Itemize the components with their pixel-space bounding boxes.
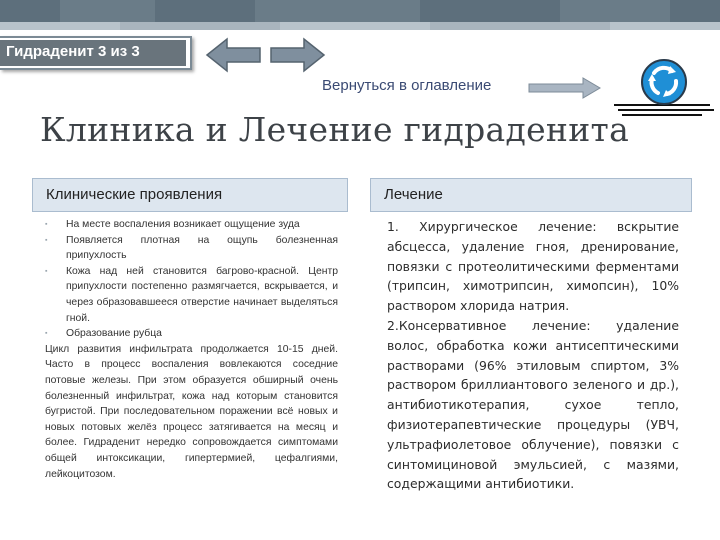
slide-badge: [0, 36, 192, 70]
page-title: Клиника и Лечение гидраденита: [40, 110, 630, 149]
treatment-text: [387, 217, 679, 494]
treatment-heading: [370, 178, 692, 212]
clinical-heading: [32, 178, 348, 212]
slide-badge-label: Гидраденит 3 из 3: [6, 43, 140, 60]
treatment-heading-label: Лечение: [384, 186, 443, 203]
top-strip: [0, 22, 720, 30]
left-arrow-icon[interactable]: [205, 36, 263, 74]
list-item: ▪ На месте воспаления возникает ощущение зуда: [45, 217, 338, 233]
right-arrow-icon[interactable]: [268, 36, 326, 74]
top-strip-segment: [430, 22, 610, 30]
top-band-segment: [255, 0, 420, 22]
top-band-segment: [560, 0, 670, 22]
top-band-segment: [60, 0, 155, 22]
list-item: ▪ Кожа над ней становится багрово-красной. Центр припухлости постепенно размягчается, вскрывается, и через образовавшееся отверстие начинает выделяться гной.: [45, 264, 338, 326]
treatment-item-surgical: 1. Хирургическое лечение: вскрытие абсцесса, удаление гноя, дренирование, повязки с протеолитическими ферментами (трипсин, химотрипсин, химопсин), 10% раствором хлорида натрия.: [387, 219, 679, 314]
top-band: [0, 0, 720, 22]
right-arrow-icon[interactable]: [527, 76, 602, 100]
back-to-contents-link[interactable]: Вернуться в оглавление: [322, 77, 492, 94]
treatment-item-conservative: 2.Консервативное лечение: удаление волос, обработка кожи антисептическими растворами (96% этиловым спиртом, 3% раствором бриллиантового зеленого и др.), антибиотикотерапия, сухое тепло, физиотерапевтические процедуры (УВЧ, ультрафиолетовое облучение), повязки с синтомициновой эмульсией, с мазями, содержащими антибиотики.: [387, 317, 679, 492]
clinical-heading-label: Клинические проявления: [46, 186, 223, 203]
recycle-icon[interactable]: [612, 55, 716, 117]
list-item: ▪ Образование рубца: [45, 326, 338, 342]
clinical-text: [45, 217, 338, 482]
clinical-bullet-list: [45, 217, 338, 342]
top-strip-segment: [120, 22, 280, 30]
clinical-paragraph: Цикл развития инфильтрата продолжается 10-15 дней. Часто в процесс воспаления вовлекаются соседние потовые железы. При этом образуется обширный очень болезненный инфильтрат, кожа над которым становится бугристой. При последовательном поражении всё новых и новых потовых желёз процесс затягивается на месяц и более. Гидраденит нередко сопровождается симптомами общей интоксикации, гипертермией, цефалгиями, лейкоцитозом.: [45, 343, 338, 480]
list-item: ▪ Появляется плотная на ощупь болезненная припухлость: [45, 233, 338, 264]
